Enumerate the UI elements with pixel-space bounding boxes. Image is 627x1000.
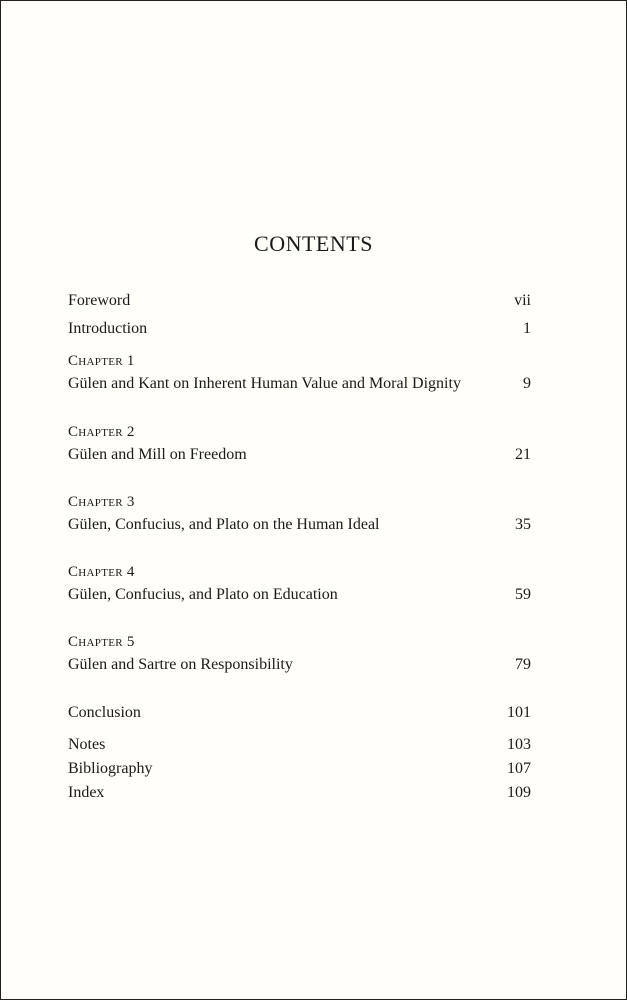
toc-entry-bibliography bbox=[68, 759, 531, 779]
toc-entry-foreword bbox=[68, 291, 531, 311]
chapter-heading-1: Chapter 1 bbox=[68, 353, 135, 369]
toc-entry-introduction bbox=[68, 319, 531, 339]
toc-entry-chapter-1 bbox=[68, 374, 531, 394]
chapter-heading-4: Chapter 4 bbox=[68, 564, 135, 580]
toc-entry-label: Gülen and Kant on Inherent Human Value and Moral Dignity bbox=[68, 375, 461, 392]
toc-entry-label: Index bbox=[68, 784, 105, 801]
toc-entry-label: Conclusion bbox=[68, 704, 141, 721]
toc-entry-page: 9 bbox=[523, 375, 531, 392]
toc-entry-page: 103 bbox=[507, 736, 531, 753]
toc-entry-page: 107 bbox=[507, 760, 531, 777]
toc-entry-page: 35 bbox=[515, 516, 531, 533]
page-title: CONTENTS bbox=[254, 231, 373, 256]
toc-entry-page: 101 bbox=[507, 704, 531, 721]
toc-entry-chapter-4 bbox=[68, 585, 531, 605]
toc-entry-label: Gülen, Confucius, and Plato on the Human Ideal bbox=[68, 516, 380, 533]
toc-entry-chapter-3 bbox=[68, 515, 531, 535]
toc-entry-page: 109 bbox=[507, 784, 531, 801]
toc-entry-page: 79 bbox=[515, 656, 531, 673]
toc-entry-label: Bibliography bbox=[68, 760, 153, 777]
toc-entry-index bbox=[68, 783, 531, 803]
toc-entry-notes bbox=[68, 735, 531, 755]
toc-entry-label: Gülen and Sartre on Responsibility bbox=[68, 656, 293, 673]
chapter-heading-2: Chapter 2 bbox=[68, 424, 135, 440]
toc-entry-page: 21 bbox=[515, 446, 531, 463]
chapter-heading-5: Chapter 5 bbox=[68, 634, 135, 650]
toc-entry-page: vii bbox=[514, 292, 531, 309]
toc-entry-label: Notes bbox=[68, 736, 106, 753]
toc-entry-page: 59 bbox=[515, 586, 531, 603]
toc-entry-label: Introduction bbox=[68, 320, 148, 337]
toc-entry-label: Gülen, Confucius, and Plato on Education bbox=[68, 586, 338, 603]
toc-entry-chapter-5 bbox=[68, 655, 531, 675]
toc-entry-label: Gülen and Mill on Freedom bbox=[68, 446, 247, 463]
toc-entry-chapter-2 bbox=[68, 445, 531, 465]
toc-entry-label: Foreword bbox=[68, 292, 131, 309]
chapter-heading-3: Chapter 3 bbox=[68, 494, 135, 510]
toc-entry-conclusion bbox=[68, 703, 531, 723]
toc-entry-page: 1 bbox=[523, 320, 531, 337]
